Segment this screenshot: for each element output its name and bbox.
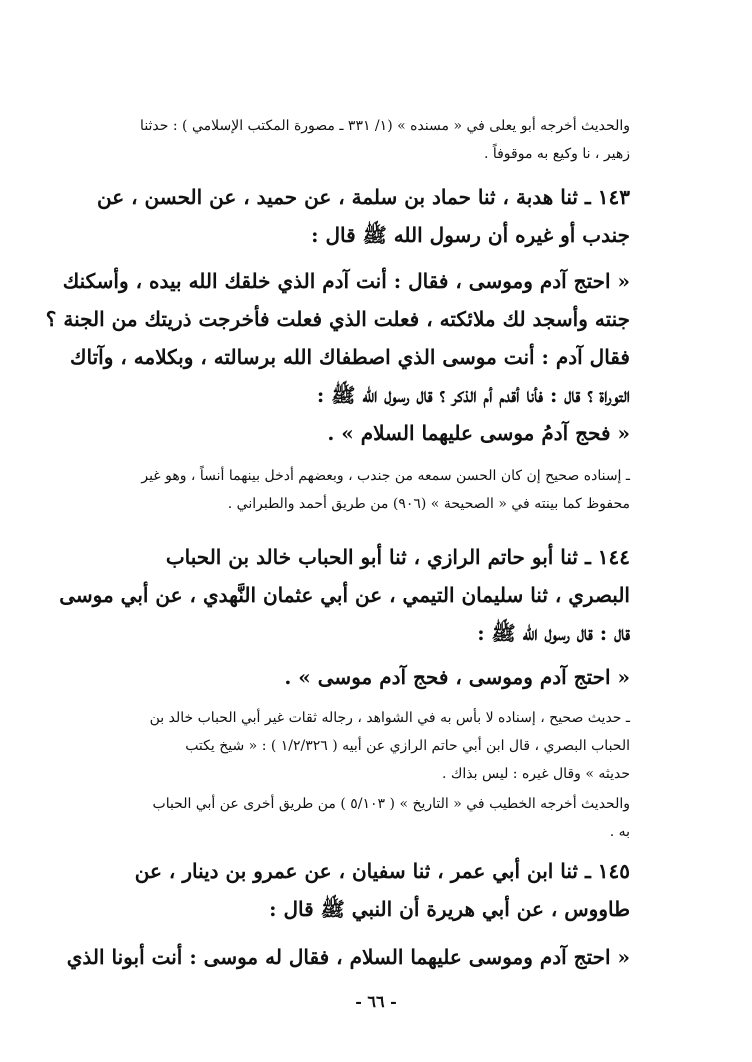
hadith-144-text: [110, 658, 630, 696]
hadith-145-text: [66, 938, 630, 976]
hadith-143-text: [45, 262, 630, 414]
text-line: حديثه » وقال غيره : ليس بذاك .: [441, 766, 630, 782]
text-line: زهير ، نا وكيع به موقوفاً .: [483, 146, 630, 162]
text-line: ١٤٤ ـ ثنا أبو حاتم الرازي ، ثنا أبو الحباب خالد بن الحباب: [165, 545, 630, 569]
text-line: ١٤٣ ـ ثنا هدبة ، ثنا حماد بن سلمة ، عن حميد ، عن الحسن ، عن: [97, 185, 630, 209]
text-line: جندب أو غيره أن رسول الله ﷺ قال :: [311, 223, 630, 247]
text-line: « احتج آدم وموسى عليهما السلام ، فقال له موسى : أنت أبونا الذي: [66, 945, 630, 969]
text-line: الحباب البصري ، قال ابن أبي حاتم الرازي عن أبيه ( ١/٢/٣٢٦ ) : « شيخ يكتب: [185, 738, 630, 754]
text-line: قال : قال رسول الله ﷺ :: [477, 621, 630, 645]
footnote-144-khatib: [110, 790, 630, 846]
hadith-143-conclusion: [110, 414, 630, 452]
text-line: والحديث أخرجه أبو يعلى في « مسنده » (١/ ٣٣١ ـ مصورة المكتب الإسلامي ) : حدثنا: [140, 118, 630, 134]
hadith-145-isnad: [110, 852, 630, 928]
text-line: ١٤٥ ـ ثنا ابن أبي عمر ، ثنا سفيان ، عن عمرو بن دينار ، عن: [134, 859, 630, 883]
page-number: - ٦٦ -: [355, 992, 397, 1011]
text-line: البصري ، ثنا سليمان التيمي ، عن أبي عثمان النَّهدي ، عن أبي موسى: [59, 583, 630, 607]
text-line: ـ إسناده صحيح إن كان الحسن سمعه من جندب ، وبعضهم أدخل بينهما أنساً ، وهو غير: [141, 468, 630, 484]
text-line: جنته وأسجد لك ملائكته ، فعلت الذي فعلت فأخرجت ذريتك من الجنة ؟: [45, 307, 630, 331]
text-line: والحديث أخرجه الخطيب في « التاريخ » ( ٥/١٠٣ ) من طريق أخرى عن أبي الحباب: [152, 796, 630, 812]
footnote-musnad-abi-yala: [110, 112, 630, 168]
footnote-144-grading: [110, 704, 630, 788]
text-line: « احتج آدم وموسى ، فقال : أنت آدم الذي خلقك الله بيده ، وأسكنك: [62, 269, 630, 293]
hadith-143-isnad: [97, 178, 630, 254]
text-line: « احتج آدم وموسى ، فحج آدم موسى » .: [284, 665, 630, 689]
text-line: التوراة ؟ قال : فأنا أقدم أم الذكر ؟ قال رسول الله ﷺ :: [316, 383, 630, 407]
hadith-144-isnad: [59, 538, 630, 652]
text-line: به .: [609, 824, 630, 840]
text-line: « فحج آدمُ موسى عليهما السلام » .: [327, 421, 630, 445]
text-line: محفوظ كما بينته في « الصحيحة » (٩٠٦) من طريق أحمد والطبراني .: [227, 496, 630, 512]
text-line: فقال آدم : أنت موسى الذي اصطفاك الله برسالته ، وبكلامه ، وآتاك: [70, 345, 630, 369]
text-line: ـ حديث صحيح ، إسناده لا بأس به في الشواهد ، رجاله ثقات غير أبي الحباب خالد بن: [149, 710, 630, 726]
text-line: طاووس ، عن أبي هريرة أن النبي ﷺ قال :: [269, 897, 630, 921]
footnote-143: [110, 462, 630, 518]
